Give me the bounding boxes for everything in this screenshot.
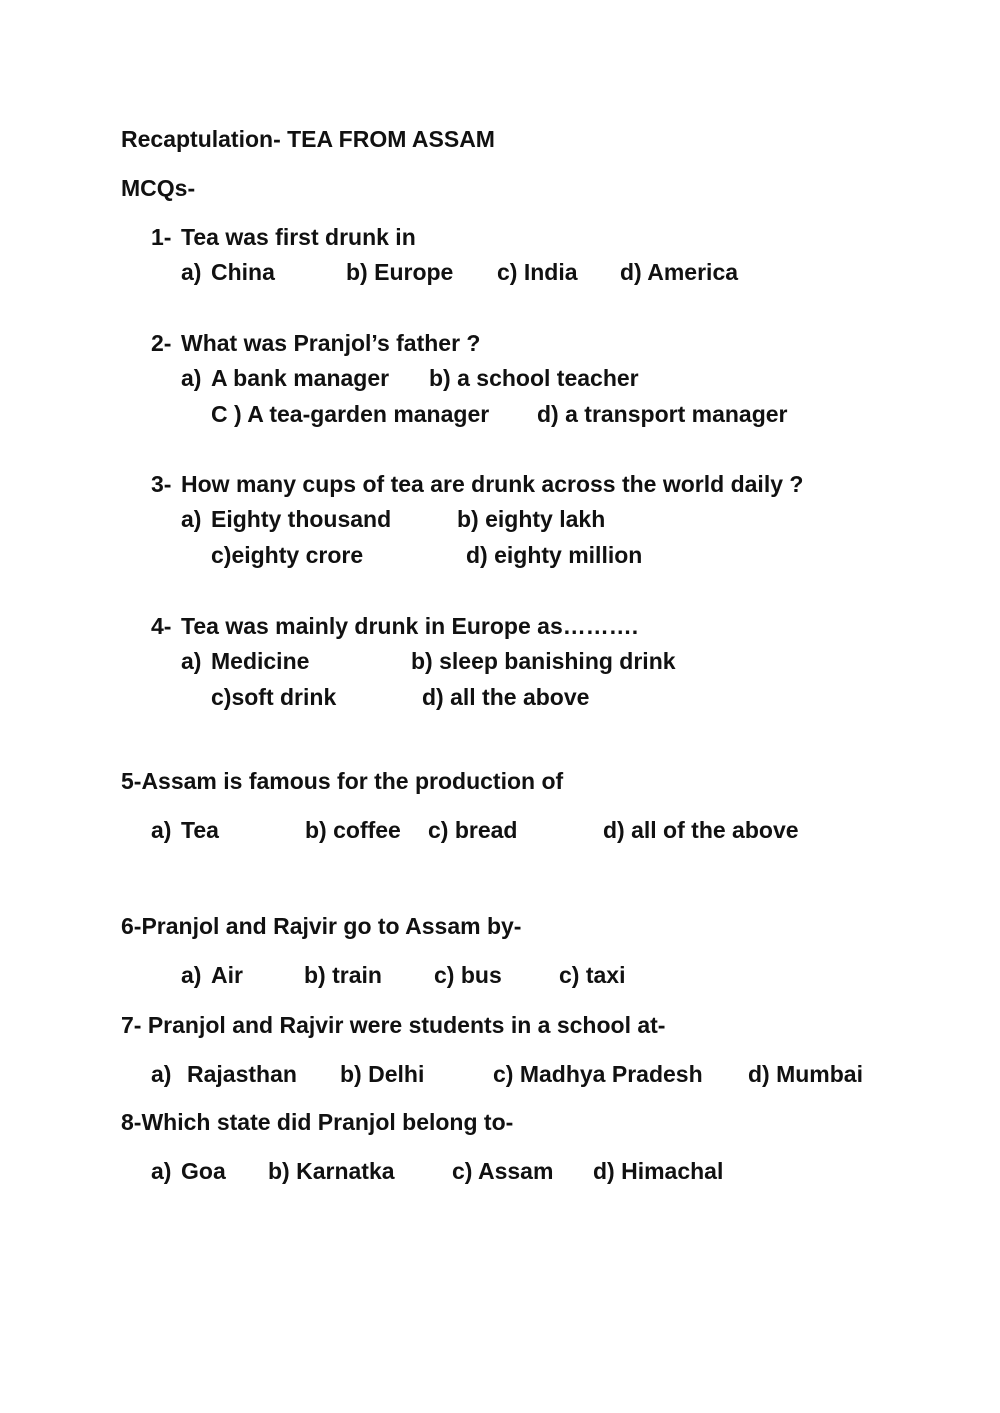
option-letter-a: a): [181, 648, 202, 674]
option-a: Eighty thousand: [211, 506, 392, 532]
question-number: 4-: [151, 613, 172, 639]
question-text: 8-Which state did Pranjol belong to-: [121, 1109, 514, 1135]
option-d: d) all the above: [422, 684, 590, 710]
option-c: c) bread: [428, 817, 518, 843]
question-text: 7- Pranjol and Rajvir were students in a school at-: [121, 1012, 666, 1038]
option-b: b) Karnatka: [268, 1158, 395, 1184]
question-number: 1-: [151, 224, 172, 250]
option-b: b) sleep banishing drink: [411, 648, 676, 674]
option-b: b) Delhi: [340, 1061, 425, 1087]
option-letter-a: a): [181, 365, 202, 391]
option-a: Air: [211, 962, 243, 988]
option-letter-a: a): [151, 1061, 172, 1087]
option-c: c) India: [497, 259, 578, 285]
option-a: Medicine: [211, 648, 310, 674]
option-a: Tea: [181, 817, 219, 843]
option-a: China: [211, 259, 275, 285]
option-d: d) America: [620, 259, 739, 285]
option-d: d) eighty million: [466, 542, 643, 568]
option-b: b) Europe: [346, 259, 454, 285]
option-d: d) Himachal: [593, 1158, 724, 1184]
option-letter-a: a): [151, 817, 172, 843]
option-b: b) coffee: [305, 817, 401, 843]
option-b: b) train: [304, 962, 382, 988]
option-letter-a: a): [181, 962, 202, 988]
question-text: 6-Pranjol and Rajvir go to Assam by-: [121, 913, 522, 939]
section-heading-mcqs: MCQs-: [121, 175, 196, 201]
option-c: c) bus: [434, 962, 502, 988]
option-b: b) eighty lakh: [457, 506, 606, 532]
option-a: Rajasthan: [187, 1061, 297, 1087]
option-c: c) Madhya Pradesh: [493, 1061, 703, 1087]
option-letter-a: a): [151, 1158, 172, 1184]
question-number: 2-: [151, 330, 172, 356]
option-d: c) taxi: [559, 962, 626, 988]
option-c: c) Assam: [452, 1158, 554, 1184]
option-c: c)soft drink: [211, 684, 337, 710]
option-a: Goa: [181, 1158, 226, 1184]
option-c: c)eighty crore: [211, 542, 364, 568]
option-c: C ) A tea-garden manager: [211, 401, 490, 427]
question-text: 5-Assam is famous for the production of: [121, 768, 564, 794]
option-letter-a: a): [181, 506, 202, 532]
question-text: Tea was first drunk in: [181, 224, 416, 250]
option-letter-a: a): [181, 259, 202, 285]
option-d: d) all of the above: [603, 817, 799, 843]
question-text: How many cups of tea are drunk across the world daily ?: [181, 471, 804, 497]
option-b: b) a school teacher: [429, 365, 639, 391]
option-d: d) Mumbai: [748, 1061, 863, 1087]
question-text: Tea was mainly drunk in Europe as……….: [181, 613, 639, 639]
page-title: Recaptulation- TEA FROM ASSAM: [121, 126, 495, 152]
question-text: What was Pranjol’s father ?: [181, 330, 481, 356]
option-d: d) a transport manager: [537, 401, 788, 427]
question-number: 3-: [151, 471, 172, 497]
option-a: A bank manager: [211, 365, 390, 391]
